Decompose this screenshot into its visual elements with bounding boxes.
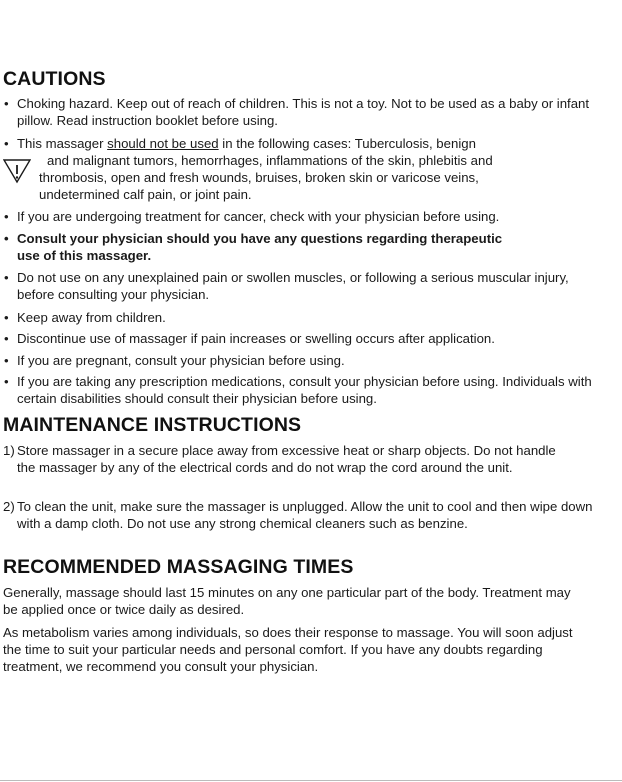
caution-text-3: If you are undergoing treatment for cancer, check with your physician before using. (17, 209, 500, 224)
caution-item-8: • If you are pregnant, consult your physician before using. (4, 353, 345, 368)
maintenance-heading: MAINTENANCE INSTRUCTIONS (3, 414, 302, 436)
caution-text-5: Do not use on any unexplained pain or swollen muscles, or following a serious muscular injury, before consulting your physician. (17, 270, 569, 302)
maintenance-item-1 (3, 442, 603, 476)
maintenance-section (3, 414, 603, 437)
caution-text-2a: This massager (17, 136, 108, 151)
caution-item-9: • If you are taking any prescription medications, consult your physician before using. Individuals with certain disabilities should consult their physician before using. (4, 374, 592, 406)
cautions-section (3, 68, 603, 91)
maintenance-number-1: 1) (3, 443, 15, 458)
caution-item-4: • Consult your physician should you have any questions regarding therapeutic use of this massager. (4, 231, 503, 263)
times-paragraph-1 (3, 584, 603, 618)
caution-text-4: Consult your physician should you have any questions regarding therapeutic use of this massager. (17, 231, 503, 263)
caution-item-5: • Do not use on any unexplained pain or swollen muscles, or following a serious muscular injury, before consulting your physician. (4, 270, 569, 302)
maintenance-text-2: To clean the unit, make sure the massager is unplugged. Allow the unit to cool and then wipe down with a damp cloth. Do not use any strong chemical cleaners such as benzine. (17, 499, 593, 531)
caution-item-7: • Discontinue use of massager if pain increases or swelling occurs after application. (4, 331, 495, 346)
warning-triangle-icon (3, 158, 31, 184)
caution-text-6: Keep away from children. (17, 310, 166, 325)
caution-text-8: If you are pregnant, consult your physician before using. (17, 353, 345, 368)
caution-text-1: Choking hazard. Keep out of reach of children. This is not a toy. Not to be used as a baby or infant pillow. Read instruction booklet before using. (17, 96, 590, 128)
caution-text-7: Discontinue use of massager if pain increases or swelling occurs after application. (17, 331, 495, 346)
times-paragraph-2 (3, 624, 603, 675)
caution-text-2c: and malignant tumors, hemorrhages, inflammations of the skin, phlebitis and (47, 153, 493, 168)
caution-text-2-underlined: should not be used (107, 136, 219, 151)
times-text-1: Generally, massage should last 15 minutes on any one particular part of the body. Treatment may be applied once or twice daily as desired. (3, 585, 571, 617)
caution-text-2d: thrombosis, open and fresh wounds, bruises, broken skin or varicose veins, (39, 170, 479, 185)
times-text-2: As metabolism varies among individuals, so does their response to massage. You will soon adjust the time to suit your particular needs and personal comfort. If you have any doubts regarding treatment, we recommend you consult your physician. (3, 625, 573, 674)
caution-item-1: • Choking hazard. Keep out of reach of children. This is not a toy. Not to be used as a baby or infant pillow. Read instruction booklet before using. (4, 96, 590, 128)
times-section (3, 556, 603, 579)
caution-text-2e: undetermined calf pain, or joint pain. (39, 187, 252, 202)
caution-item-2: • This massager should not be used in the following cases: Tuberculosis, benign and malignant tumors, hemorrhages, inflammations of the skin, phlebitis and thrombosis, open and fresh wounds, bruises, broken skin or varicose veins, undetermined calf pain, or joint pain. (3, 135, 603, 203)
times-heading: RECOMMENDED MASSAGING TIMES (3, 556, 354, 578)
caution-item-6: • Keep away from children. (4, 310, 166, 325)
caution-item-3: • If you are undergoing treatment for cancer, check with your physician before using. (4, 209, 500, 224)
cautions-heading: CAUTIONS (3, 68, 106, 90)
bottom-divider (0, 780, 622, 781)
caution-text-2b: in the following cases: Tuberculosis, benign (218, 136, 476, 151)
maintenance-text-1: Store massager in a secure place away from excessive heat or sharp objects. Do not handle the massager by any of the electrical cords and do not wrap the cord around the unit. (17, 443, 556, 475)
maintenance-item-2 (3, 498, 603, 532)
caution-text-9: If you are taking any prescription medications, consult your physician before using. Individuals with certain disabilities should consult their physician before using. (17, 374, 592, 406)
maintenance-number-2: 2) (3, 499, 15, 514)
